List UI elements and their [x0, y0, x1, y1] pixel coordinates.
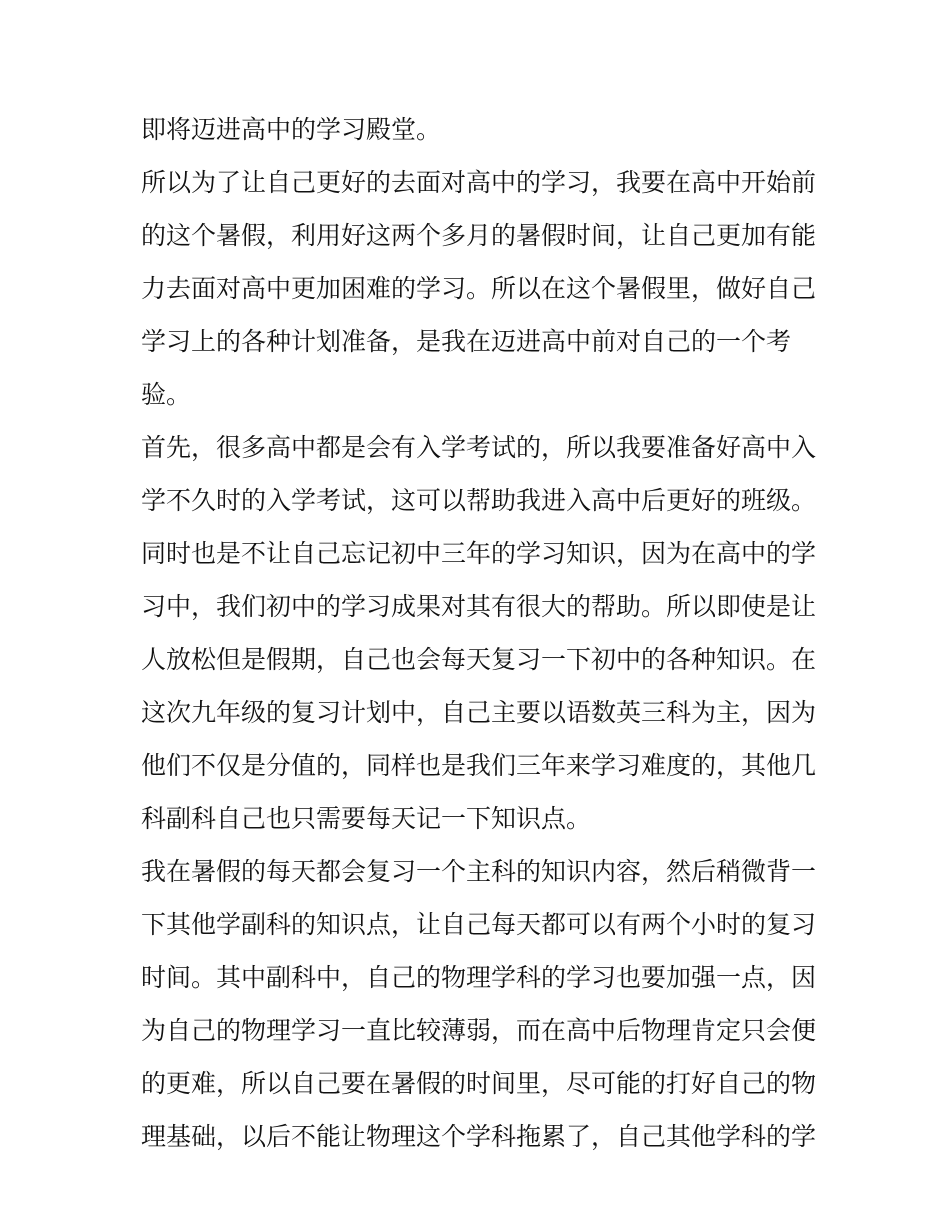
- text-line: 的这个暑假，利用好这两个多月的暑假时间，让自己更加有能: [141, 221, 817, 250]
- text-line: 人放松但是假期，自己也会每天复习一下初中的各种知识。在: [141, 645, 817, 674]
- text-line: 同时也是不让自己忘记初中三年的学习知识，因为在高中的学: [141, 539, 817, 568]
- text-line: 下其他学副科的知识点，让自己每天都可以有两个小时的复习: [141, 910, 817, 939]
- text-line: 我在暑假的每天都会复习一个主科的知识内容，然后稍微背一: [141, 857, 817, 886]
- text-line: 学习上的各种计划准备，是我在迈进高中前对自己的一个考: [141, 327, 792, 356]
- text-line: 验。: [141, 380, 192, 409]
- text-line: 的更难，所以自己要在暑假的时间里，尽可能的打好自己的物: [141, 1069, 817, 1098]
- text-line: 首先，很多高中都是会有入学考试的，所以我要准备好高中入: [141, 433, 817, 462]
- text-line: 所以为了让自己更好的去面对高中的学习，我要在高中开始前: [141, 168, 817, 197]
- text-line: 即将迈进高中的学习殿堂。: [141, 115, 442, 144]
- text-line: 习中，我们初中的学习成果对其有很大的帮助。所以即使是让: [141, 592, 817, 621]
- text-line: 这次九年级的复习计划中，自己主要以语数英三科为主，因为: [141, 698, 817, 727]
- text-line: 学不久时的入学考试，这可以帮助我进入高中后更好的班级。: [141, 486, 817, 515]
- text-line: 理基础，以后不能让物理这个学科拖累了，自己其他学科的学: [141, 1122, 817, 1151]
- text-line: 为自己的物理学习一直比较薄弱，而在高中后物理肯定只会便: [141, 1016, 817, 1045]
- text-line: 时间。其中副科中，自己的物理学科的学习也要加强一点，因: [141, 963, 817, 992]
- text-line: 他们不仅是分值的，同样也是我们三年来学习难度的，其他几: [141, 751, 817, 780]
- text-line: 科副科自己也只需要每天记一下知识点。: [141, 804, 592, 833]
- text-line: 力去面对高中更加困难的学习。所以在这个暑假里，做好自己: [141, 274, 817, 303]
